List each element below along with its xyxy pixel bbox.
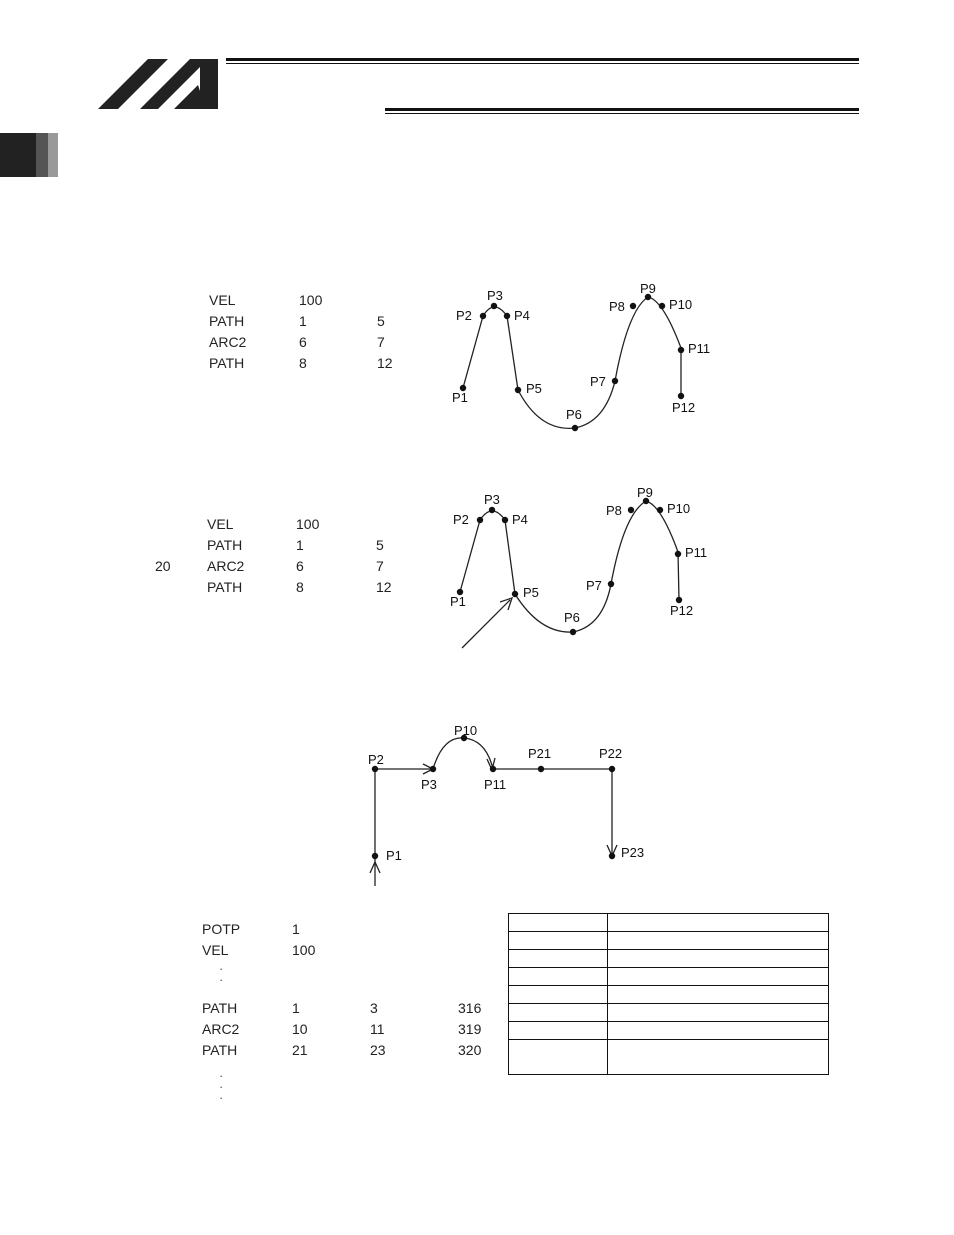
point-label: P6 [564,610,580,625]
program-command: VEL [209,292,236,308]
table-cell [608,1040,829,1075]
point-label: P12 [670,603,694,618]
program-arg: 320 [458,1042,482,1058]
point-label: P11 [484,777,507,792]
table-cell [509,986,608,1004]
table-cell [608,1022,829,1040]
point-label: P9 [637,485,653,500]
program-arg: 316 [458,1000,482,1016]
program-arg: 100 [299,292,323,308]
program-step: 20 [155,558,171,574]
program-arg: 12 [377,355,393,371]
table-cell [608,986,829,1004]
point-label: P22 [599,746,623,761]
point-label: P10 [669,297,693,312]
point-label: P10 [667,501,691,516]
point-label: P10 [454,723,478,738]
point-label: P3 [484,492,500,507]
program-command: PATH [202,1042,238,1058]
point-label: P11 [688,341,711,356]
program-arg: 21 [292,1042,308,1058]
point-label: P2 [456,308,472,323]
table-cell [509,950,608,968]
table-cell [509,1004,608,1022]
program-arg: 12 [376,579,392,595]
program-arg: 6 [299,334,307,350]
program-arg: 1 [299,313,307,329]
program-command: VEL [207,516,234,532]
program-command: ARC2 [209,334,247,350]
program-listing-2 [155,516,405,606]
program-command: PATH [209,355,245,371]
point-label: P8 [606,503,622,518]
ellipsis-marks: · · · [219,1068,224,1105]
program-listing-1 [209,292,409,382]
point-label: P7 [586,578,602,593]
program-arg: 1 [292,1000,300,1016]
point-label: P4 [514,308,530,323]
program-arg: 10 [292,1021,308,1037]
program-command: PATH [209,313,245,329]
point-label: P9 [640,281,656,296]
program-arg: 11 [370,1021,385,1037]
point-label: P5 [523,585,539,600]
table-cell [509,932,608,950]
program-command: PATH [202,1000,238,1016]
program-arg: 100 [292,942,316,958]
program-command: ARC2 [207,558,245,574]
table-cell [608,1004,829,1022]
header-rule-top-thin [226,63,859,64]
program-arg: 7 [377,334,385,350]
table-cell [509,914,608,932]
program-arg: 5 [377,313,385,329]
table-cell [608,950,829,968]
table-cell [509,1022,608,1040]
program-arg: 8 [296,579,304,595]
header-rule-bottom [385,108,859,111]
point-label: P5 [526,381,542,396]
point-label: P3 [487,288,503,303]
program-arg: 7 [376,558,384,574]
program-arg: 1 [296,537,304,553]
program-arg: 100 [296,516,320,532]
header-rule-bottom-thin [385,113,859,114]
point-label: P21 [528,746,552,761]
program-command: PATH [207,579,243,595]
point-label: P2 [368,752,384,767]
point-label: P1 [452,390,468,405]
point-label: P1 [386,848,402,863]
chapter-tab [0,133,58,177]
program-command: VEL [202,942,229,958]
path-diagram-2 [440,484,730,652]
program-arg: 6 [296,558,304,574]
point-label: P11 [685,545,708,560]
ellipsis-marks: · · [219,961,224,987]
point-label: P23 [621,845,645,860]
point-label: P12 [672,400,696,415]
table-cell [608,968,829,986]
point-label: P4 [512,512,528,527]
point-label: P1 [450,594,466,609]
table-cell [509,968,608,986]
program-arg: 8 [299,355,307,371]
point-label: P6 [566,407,582,422]
program-command: ARC2 [202,1021,240,1037]
point-label: P3 [421,777,437,792]
table-cell [608,914,829,932]
table-cell [509,1040,608,1075]
program-listing-3 [202,921,492,1105]
program-arg: 5 [376,537,384,553]
program-arg: 23 [370,1042,386,1058]
program-arg: 3 [370,1000,378,1016]
point-label: P2 [453,512,469,527]
program-command: PATH [207,537,243,553]
parameter-table [508,913,829,1075]
program-arg: 1 [292,921,300,937]
table-cell [608,932,829,950]
header-rule-top [226,58,859,61]
path-diagram-1 [440,280,730,440]
program-command: POTP [202,921,241,937]
point-label: P7 [590,374,606,389]
point-label: P8 [609,299,625,314]
path-diagram-3 [355,720,655,888]
program-arg: 319 [458,1021,482,1037]
company-logo [96,55,222,111]
